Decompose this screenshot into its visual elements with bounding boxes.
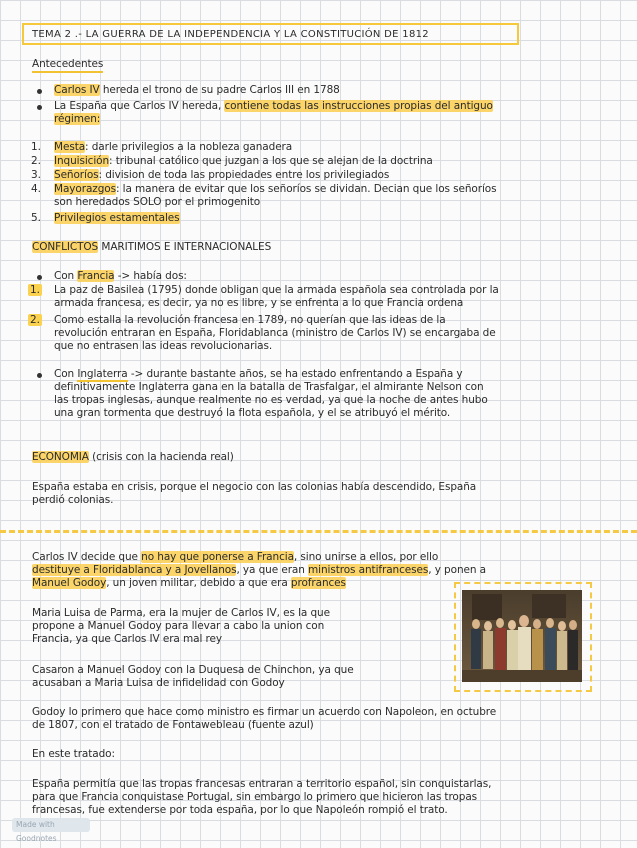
- dashed-separator: [0, 530, 637, 533]
- list-item-mesta: Mesta: darle privilegios a la nobleza ganadera: [54, 141, 293, 153]
- godoy-p3-l1: Casaron a Manuel Godoy con la Duquesa de Chinchon, ya que: [32, 664, 354, 676]
- economia-l1: España estaba en crisis, porque el negocio con las colonias había descendido, España: [32, 481, 477, 493]
- conflictos-inglaterra-l4: una gran tormenta que destruyó la flota española, y el se atribuyó el mérito.: [54, 407, 451, 419]
- goodnotes-badge: Made with Goodnotes: [12, 818, 90, 832]
- list-item-mayorazgos-cont: son heredados SOLO por el primogenito: [54, 196, 261, 208]
- godoy-p4-l1: Godoy lo primero que hace como ministro es firmar un acuerdo con Napoleon, en octubre: [32, 706, 497, 718]
- godoy-p3-l2: acusaban a Maria Luisa de infidelidad con Godoy: [32, 677, 285, 689]
- bullet-dot: [37, 105, 42, 110]
- list-item-senorios: Señoríos: division de toda las propiedades entre los privilegiados: [54, 169, 390, 181]
- francia-point-2-l1: Como estalla la revolución francesa en 1789, no querían que las ideas de la: [54, 314, 446, 326]
- bullet-dot: [37, 89, 42, 94]
- antecedentes-bullet-2-cont: régimen:: [54, 113, 101, 125]
- godoy-p1-l3: Manuel Godoy, un joven militar, debido a que era profrances: [32, 577, 346, 589]
- godoy-p6-l3: francesas, fue extenderse por toda españa, por lo que Napoleón rompió el trato.: [32, 804, 448, 816]
- list-number: 2.: [31, 155, 42, 167]
- godoy-p4-l2: de 1807, con el tratado de Fontawebleau (fuente azul): [32, 719, 314, 731]
- list-number: 5.: [31, 212, 42, 224]
- conflictos-inglaterra-l2: definitivamente Inglaterra gana en la batalla de Trasfalgar, el almirante Nelson con: [54, 381, 484, 393]
- francia-point-2-l2: revolución entraran en España, Floridablanca (ministro de Carlos IV) se encargaba de: [54, 327, 496, 339]
- antecedentes-bullet-1: Carlos IV hereda el trono de su padre Carlos III en 1788: [54, 84, 340, 96]
- francia-point-1-l1: La paz de Basilea (1795) donde obligan que la armada española sea controlada por la: [54, 284, 499, 296]
- godoy-p2-l1: Maria Luisa de Parma, era la mujer de Carlos IV, es la que: [32, 607, 330, 619]
- godoy-p5: En este tratado:: [32, 748, 115, 760]
- francia-point-2-l3: que no entrasen las ideas revolucionarias.: [54, 340, 273, 352]
- conflictos-inglaterra-l3: las tropas inglesas, aunque realmente no es verdad, ya que la noche de antes hubo: [54, 394, 488, 406]
- list-number: 1.: [31, 141, 42, 153]
- conflictos-inglaterra-l1: Con Inglaterra -> durante bastante años, se ha estado enfrentando a España y: [54, 368, 463, 380]
- list-number: 2.: [30, 314, 41, 326]
- list-number: 1.: [30, 284, 41, 296]
- godoy-p6-l1: España permitía que las tropas francesas entraran a territorio español, sin conquistarlas,: [32, 778, 492, 790]
- list-item-privilegios: Privilegios estamentales: [54, 212, 180, 224]
- heading-antecedentes: Antecedentes: [32, 58, 103, 73]
- antecedentes-bullet-2: La España que Carlos IV hereda, contiene todas las instrucciones propias del antiguo: [54, 100, 493, 112]
- bullet-dot: [37, 275, 42, 280]
- francia-point-1-l2: armada francesa, es decir, ya no es libre, y se enfrenta a lo que Francia ordena: [54, 297, 464, 309]
- list-item-inquisicion: Inquisición: tribunal católico que juzgan a los que se alejan de la doctrina: [54, 155, 433, 167]
- godoy-p2-l3: Francia, ya que Carlos IV era mal rey: [32, 633, 222, 645]
- godoy-p2-l2: propone a Manuel Godoy para llevar a cabo la union con: [32, 620, 325, 632]
- family-portrait-image: [462, 590, 582, 682]
- godoy-p1-l2: destituye a Floridablanca y a Jovellanos, ya que eran ministros antifranceses, y ponen a: [32, 564, 486, 576]
- list-item-mayorazgos: Mayorazgos: la manera de evitar que los señoríos se dividan. Decian que los señoríos: [54, 183, 497, 195]
- heading-economia: ECONOMIA (crisis con la hacienda real): [32, 451, 234, 463]
- heading-conflictos: CONFLICTOS MARITIMOS E INTERNACIONALES: [32, 241, 272, 253]
- list-number: 4.: [31, 183, 42, 195]
- page-title: TEMA 2 .- LA GUERRA DE LA INDEPENDENCIA Y LA CONSTITUCIÓN DE 1812: [32, 29, 429, 40]
- economia-l2: perdió colonias.: [32, 494, 114, 506]
- bullet-dot: [37, 373, 42, 378]
- conflictos-francia: Con Francia -> había dos:: [54, 270, 187, 282]
- godoy-p6-l2: para que Francia conquistase Portugal, sin embargo lo primero que hicieron las tropas: [32, 791, 478, 803]
- godoy-p1-l1: Carlos IV decide que no hay que ponerse a Francia, sino unirse a ellos, por ello: [32, 551, 439, 563]
- list-number: 3.: [31, 169, 42, 181]
